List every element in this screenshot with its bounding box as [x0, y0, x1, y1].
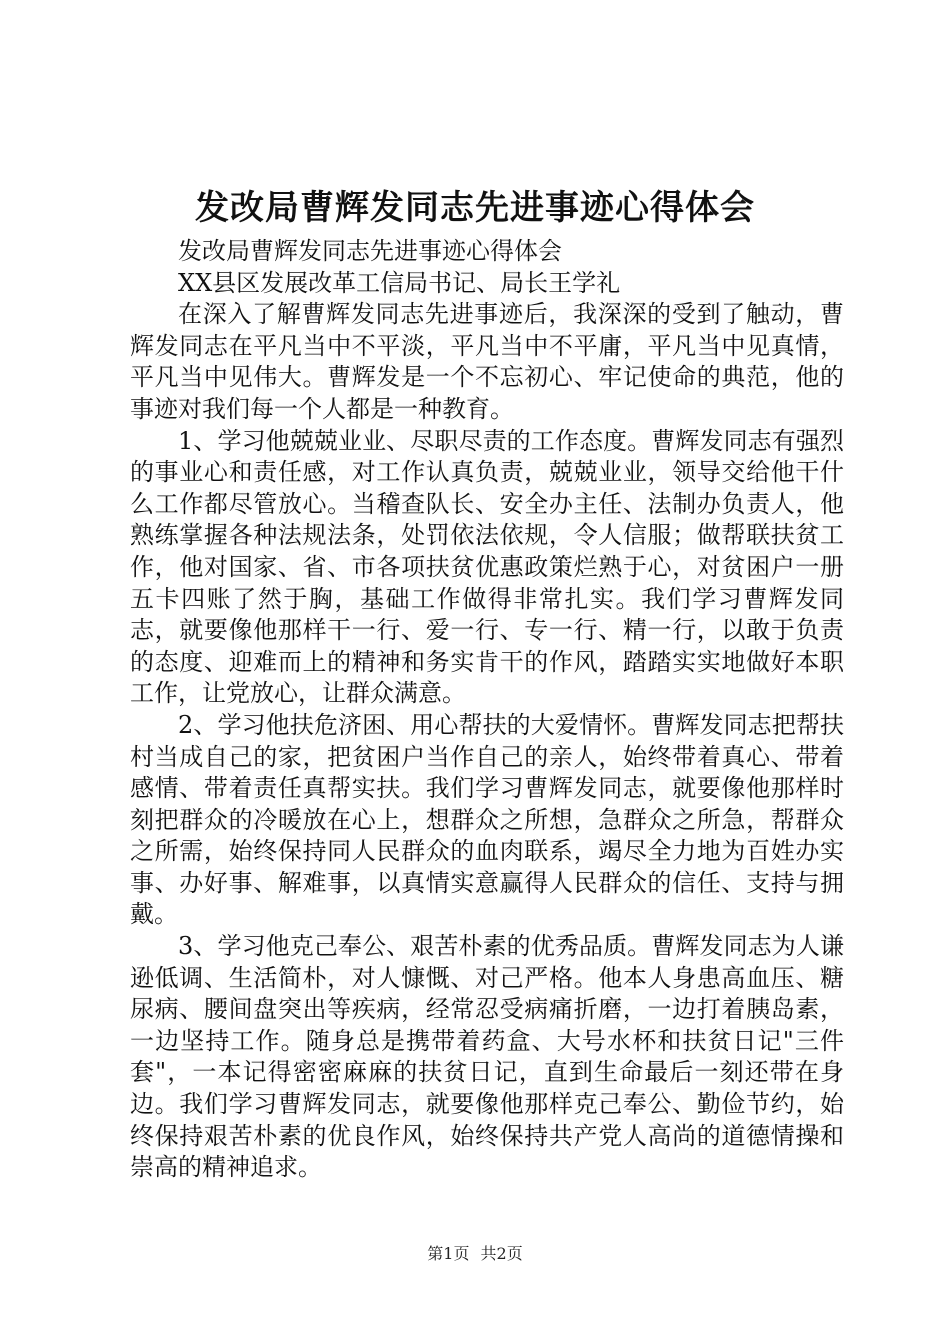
intro-paragraph: 在深入了解曹辉发同志先进事迹后，我深深的受到了触动，曹辉发同志在平凡当中不平淡，平凡当中不平庸，平凡当中见真情，平凡当中见伟大。曹辉发是一个不忘初心、牢记使命的典范，他的事迹对我们每一个人都是一种教育。: [130, 300, 844, 423]
point-3-paragraph: 3、学习他克己奉公、艰苦朴素的优秀品质。曹辉发同志为人谦逊低调、生活简朴，对人慷慨、对己严格。他本人身患高血压、糖尿病、腰间盘突出等疾病，经常忍受病痛折磨，一边打着胰岛素，一边坚持工作。随身总是携带着药盒、大号水杯和扶贫日记"三件套"，一本记得密密麻麻的扶贫日记，直到生命最后一刻还带在身边。我们学习曹辉发同志，就要像他那样克己奉公、勤俭节约，始终保持艰苦朴素的优良作风，始终保持共产党人高尚的道德情操和崇高的精神追求。: [130, 932, 844, 1182]
page-footer: [0, 1242, 950, 1266]
page-number: 第1页: [427, 1244, 470, 1263]
point-1-paragraph: 1、学习他兢兢业业、尽职尽责的工作态度。曹辉发同志有强烈的事业心和责任感，对工作认真负责，兢兢业业，领导交给他干什么工作都尽管放心。当稽查队长、安全办主任、法制办负责人，他熟练掌握各种法规法条，处罚依法依规，令人信服；做帮联扶贫工作，他对国家、省、市各项扶贫优惠政策烂熟于心，对贫困户一册五卡四账了然于胸，基础工作做得非常扎实。我们学习曹辉发同志，就要像他那样干一行、爱一行、专一行、精一行，以敢于负责的态度、迎难而上的精神和务实肯干的作风，踏踏实实地做好本职工作，让党放心，让群众满意。: [130, 426, 844, 708]
document-title: 发改局曹辉发同志先进事迹心得体会: [195, 188, 755, 228]
document-body: [130, 236, 844, 1184]
subtitle-paragraph: 发改局曹辉发同志先进事迹心得体会: [178, 237, 562, 265]
point-2-paragraph: 2、学习他扶危济困、用心帮扶的大爱情怀。曹辉发同志把帮扶村当成自己的家，把贫困户当作自己的亲人，始终带着真心、带着感情、带着责任真帮实扶。我们学习曹辉发同志，就要像他那样时刻把群众的冷暖放在心上，想群众之所想，急群众之所急，帮群众之所需，始终保持同人民群众的血肉联系，竭尽全力地为百姓办实事、办好事、解难事，以真情实意赢得人民群众的信任、支持与拥戴。: [130, 710, 844, 929]
author-line: XX县区发展改革工信局书记、局长王学礼: [178, 268, 621, 297]
page-total: 共2页: [480, 1244, 523, 1263]
